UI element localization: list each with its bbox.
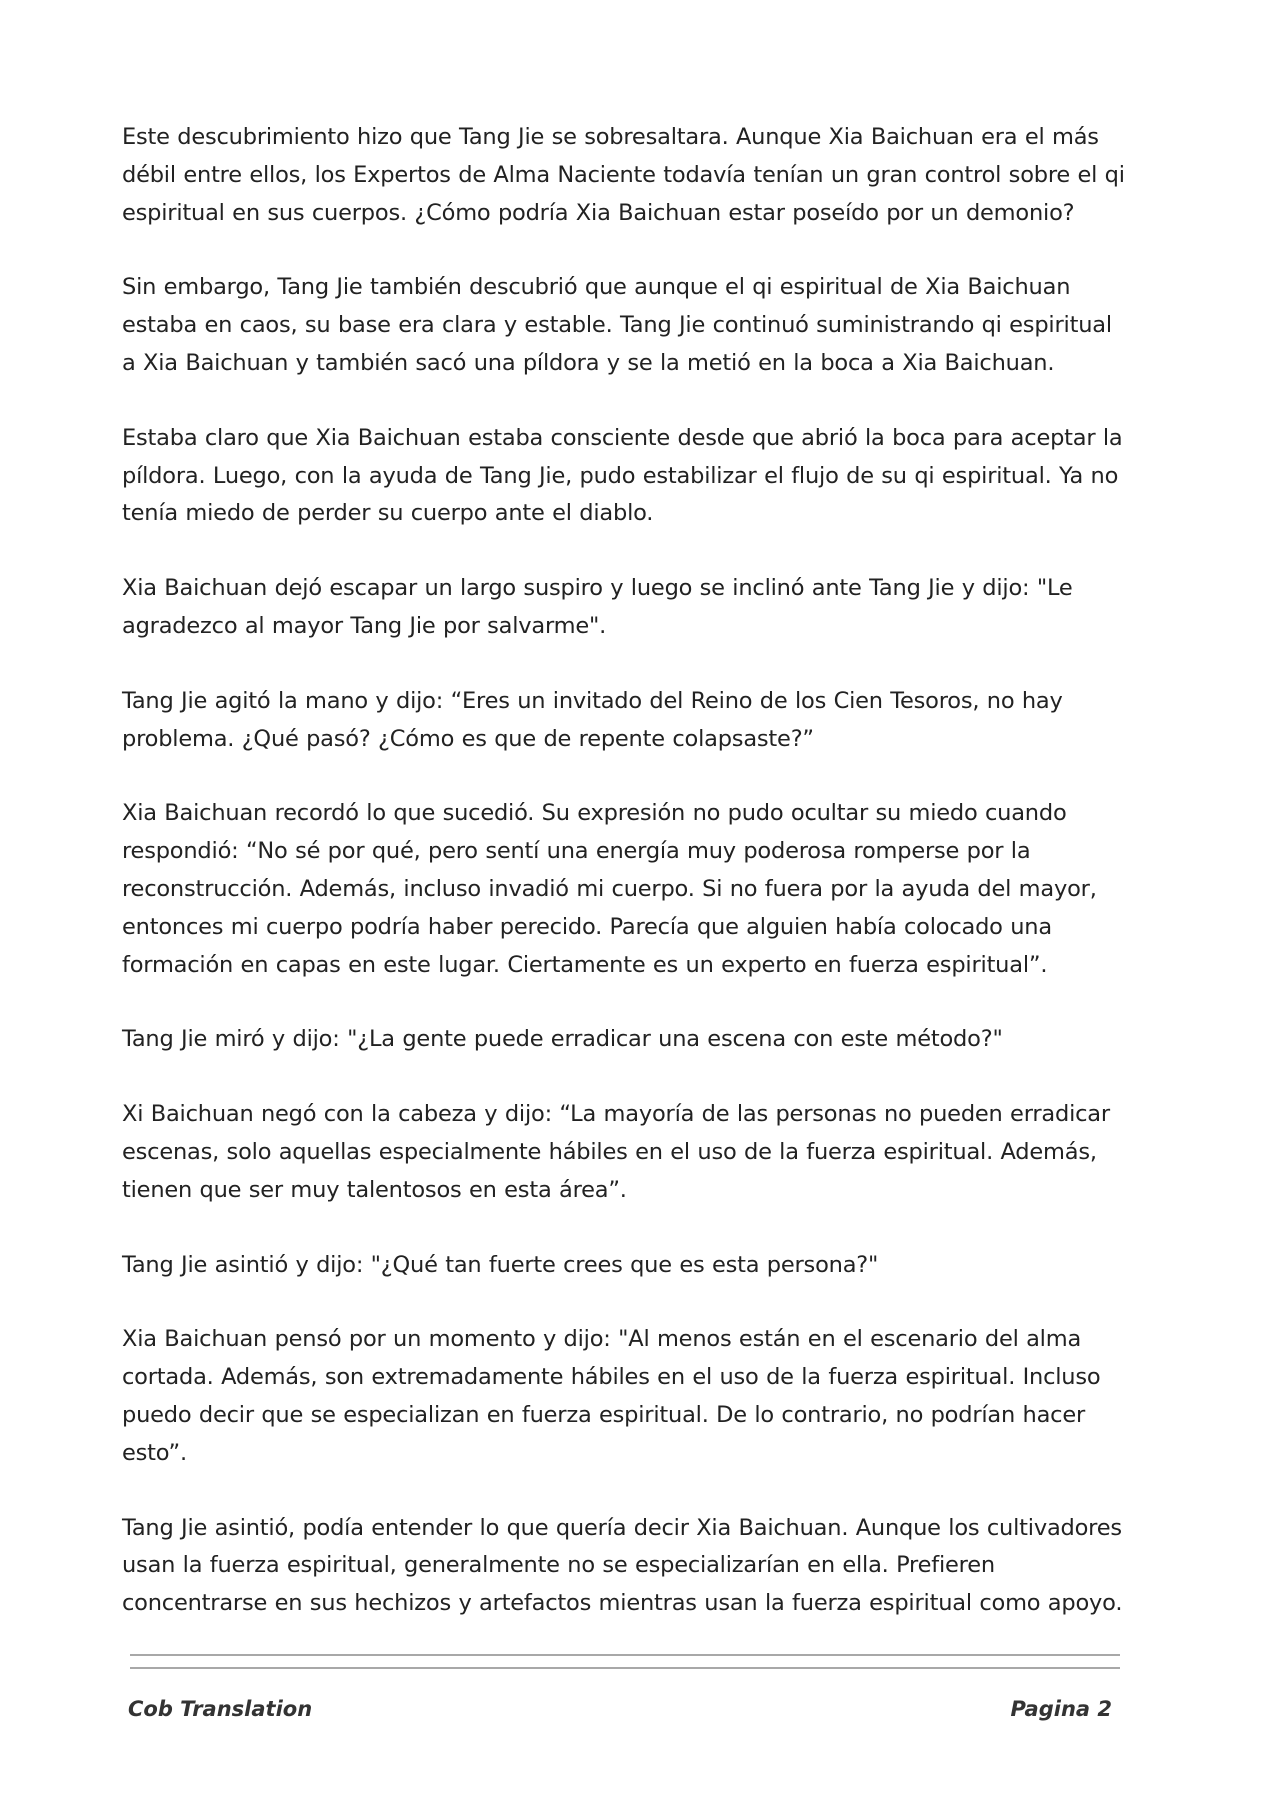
paragraph: Xi Baichuan negó con la cabeza y dijo: “La mayoría de las personas no pueden erradicar escenas, solo aquellas especialmente hábiles en el uso de la fuerza espiritual. Además, tienen que ser muy talentosos en esta área”. <box>122 1101 1110 1203</box>
paragraph: Estaba claro que Xia Baichuan estaba consciente desde que abrió la boca para aceptar la píldora. Luego, con la ayuda de Tang Jie, pudo estabilizar el flujo de su qi espiritual. Ya no tenía miedo de perder su cuerpo ante el diablo. <box>122 424 1123 527</box>
body-text <box>122 119 1132 1660</box>
paragraph: Xia Baichuan dejó escapar un largo suspiro y luego se inclinó ante Tang Jie y dijo: "Le agradezco al mayor Tang Jie por salvarme". <box>122 575 1073 639</box>
paragraph: Tang Jie agitó la mano y dijo: “Eres un invitado del Reino de los Cien Tesoros, no hay problema. ¿Qué pasó? ¿Cómo es que de repente colapsaste?” <box>122 687 1063 752</box>
paragraph: Tang Jie miró y dijo: "¿La gente puede erradicar una escena con este método?" <box>122 1026 1003 1053</box>
paragraph: Sin embargo, Tang Jie también descubrió que aunque el qi espiritual de Xia Baichuan estaba en caos, su base era clara y estable. Tang Jie continuó suministrando qi espiritual a Xia Baichuan y también sacó una píldora y se la metió en la boca a Xia Baichuan. <box>122 274 1112 376</box>
paragraph: Tang Jie asintió y dijo: "¿Qué tan fuerte crees que es esta persona?" <box>122 1251 879 1278</box>
footer-divider-bottom <box>130 1667 1120 1669</box>
paragraph: Tang Jie asintió, podía entender lo que quería decir Xia Baichuan. Aunque los cultivadores usan la fuerza espiritual, generalmente no se especializarían en ella. Prefieren concentrarse en sus hechizos y artefactos mientras usan la fuerza espiritual como apoyo. <box>122 1514 1123 1617</box>
paragraph: Xia Baichuan pensó por un momento y dijo: "Al menos están en el escenario del alma cortada. Además, son extremadamente hábiles en el uso de la fuerza espiritual. Incluso puedo decir que se especializan en fuerza espiritual. De lo contrario, no podrían hacer esto”. <box>122 1326 1101 1466</box>
page-number: Pagina 2 <box>1010 1697 1112 1721</box>
paragraph: Este descubrimiento hizo que Tang Jie se sobresaltara. Aunque Xia Baichuan era el más débil entre ellos, los Expertos de Alma Naciente todavía tenían un gran control sobre el qi espiritual en sus cuerpos. ¿Cómo podría Xia Baichuan estar poseído por un demonio? <box>122 124 1125 226</box>
paragraph: Xia Baichuan recordó lo que sucedió. Su expresión no pudo ocultar su miedo cuando respondió: “No sé por qué, pero sentí una energía muy poderosa romperse por la reconstrucción. Además, incluso invadió mi cuerpo. Si no fuera por la ayuda del mayor, entonces mi cuerpo podría haber perecido. Parecía que alguien había colocado una formación en capas en este lugar. Ciertamente es un experto en fuerza espiritual”. <box>122 800 1097 978</box>
footer-credit: Cob Translation <box>128 1697 313 1721</box>
footer-divider-top <box>130 1654 1120 1656</box>
